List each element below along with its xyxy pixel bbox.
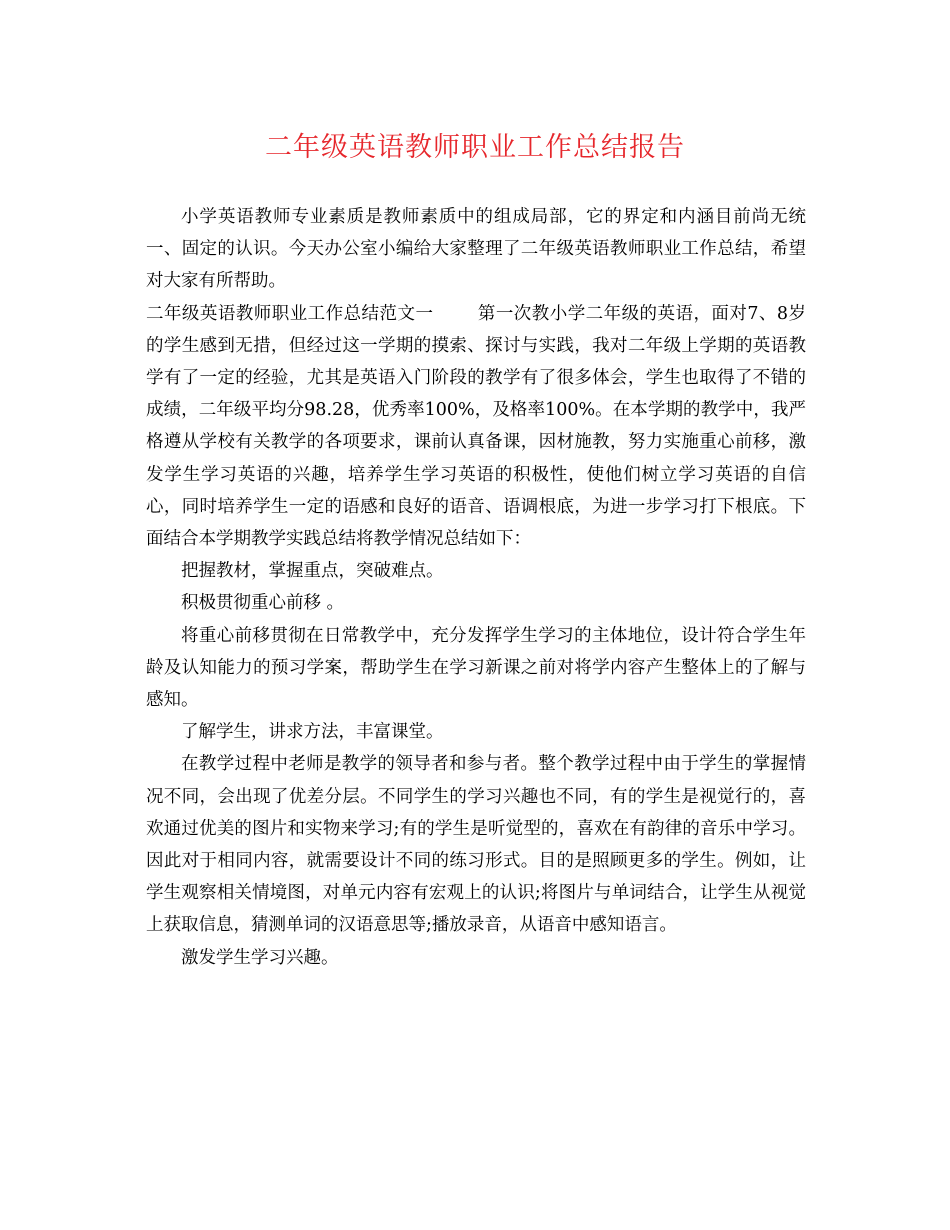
intro-paragraph: 小学英语教师专业素质是教师素质中的组成局部，它的界定和内涵目前尚无统一、固定的认识。今天办公室小编给大家整理了二年级英语教师职业工作总结，希望对大家有所帮助。 <box>146 207 806 292</box>
sample-body: 第一次教小学二年级的英语，面对7、8岁的学生感到无措，但经过这一学期的摸索、探讨与实践，我对二年级上学期的英语教学有了一定的经验，尤其是英语入门阶段的教学有了很多体会，学生也取得了不错的成绩，二年级平均分98.28，优秀率100%，及格率100%。在本学期的教学中，我严格遵从学校有关教学的各项要求，课前认真备课，因材施教，努力实施重心前移，激发学生学习英语的兴趣，培养学生学习英语的积极性，使他们树立学习英语的自信心，同时培养学生一定的语感和良好的语音、语调根底，为进一步学习打下根底。下面结合本学期教学实践总结将教学情况总结如下： <box>146 303 806 550</box>
point-4-heading: 激发学生学习兴趣。 <box>181 947 339 968</box>
point-3-paragraph: 在教学过程中老师是教学的领导者和参与者。整个教学过程中由于学生的掌握情况不同，会出现了优差分层。不同学生的学习兴趣也不同，有的学生是视觉行的，喜欢通过优美的图片和实物来学习;有的学生是听觉型的，喜欢在有韵律的音乐中学习。因此对于相同内容，就需要设计不同的练习形式。目的是照顾更多的学生。例如，让学生观察相关情境图，对单元内容有宏观上的认识;将图片与单词结合，让学生从视觉上获取信息，猜测单词的汉语意思等;播放录音，从语音中感知语言。 <box>146 754 806 936</box>
document-title: 二年级英语教师职业工作总结报告 <box>265 132 685 163</box>
sample-heading: 二年级英语教师职业工作总结范文一 <box>146 303 434 324</box>
point-2-heading: 积极贯彻重心前移 。 <box>181 593 345 614</box>
point-3-heading: 了解学生，讲求方法，丰富课堂。 <box>181 722 444 743</box>
point-2-paragraph: 将重心前移贯彻在日常教学中，充分发挥学生学习的主体地位，设计符合学生年龄及认知能力的预习学案，帮助学生在学习新课之前对将学内容产生整体上的了解与感知。 <box>146 625 806 711</box>
document-body <box>146 201 806 974</box>
sample-paragraph <box>146 298 806 556</box>
point-1-heading: 把握教材，掌握重点，突破难点。 <box>181 561 444 582</box>
